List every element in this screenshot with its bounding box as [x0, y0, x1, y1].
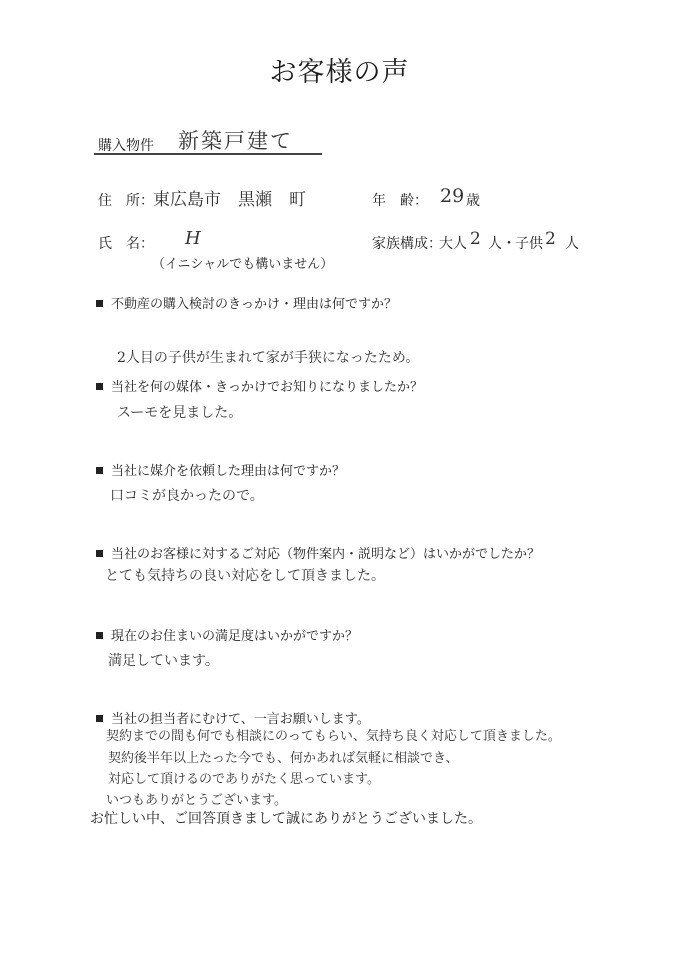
- bullet-square-icon: [96, 632, 103, 639]
- answer-1: 2人目の子供が生まれて家が手狭になったため。: [117, 350, 420, 366]
- message-line: 対応して頂けるのでありがたく思っています。: [108, 772, 380, 787]
- family-adult-unit: 人・: [488, 236, 516, 252]
- family-label: 家族構成：: [372, 236, 442, 252]
- question-3: 当社に媒介を依頼した理由は何ですか？: [96, 460, 345, 479]
- address-value: 東広島市 黒瀬 町: [153, 190, 306, 210]
- bullet-square-icon: [96, 550, 103, 557]
- closing-message: お忙しい中、ご回答頂きまして誠にありがとうございました。: [90, 811, 482, 827]
- age-value: 29: [440, 185, 465, 207]
- answer-2: スーモを見ました。: [117, 405, 243, 421]
- bullet-square-icon: [96, 467, 103, 474]
- question-4: 当社のお客様に対するご対応（物件案内・説明など）はいかがでしたか？: [96, 543, 540, 562]
- question-6: 当社の担当者にむけて、一言お願いします。: [96, 708, 370, 727]
- name-value: H: [185, 228, 201, 249]
- answer-3: 口コミが良かったので。: [110, 488, 264, 504]
- age-label: 年 齢：: [372, 193, 428, 209]
- bullet-square-icon: [96, 300, 103, 307]
- question-1: 不動産の購入検討のきっかけ・理由は何ですか？: [96, 293, 397, 312]
- answer-4: とても気持ちの良い対応をして頂きました。: [105, 568, 385, 584]
- message-line: 契約までの間も何でも相談にのってもらい、気持ち良く対応して頂きました。: [106, 729, 561, 744]
- family-child-unit: 人: [565, 236, 579, 252]
- question-2: 当社を何の媒体・きっかけでお知りになりましたか？: [96, 376, 423, 395]
- family-adult-label: 大人: [439, 236, 467, 252]
- name-note: （イニシャルでも構いません）: [152, 257, 334, 272]
- property-value: 新築戸建て: [178, 129, 293, 153]
- property-underline: [94, 153, 322, 155]
- answer-5: 満足しています。: [108, 653, 219, 669]
- bullet-square-icon: [96, 715, 103, 722]
- message-line: 契約後半年以上たった今でも、何かあれば気軽に相談でき、: [108, 751, 459, 766]
- question-5: 現在のお住まいの満足度はいかがですか？: [96, 625, 358, 644]
- property-label: 購入物件: [98, 138, 154, 154]
- address-label: 住 所：: [98, 193, 154, 209]
- name-label: 氏 名：: [98, 236, 154, 252]
- page-title: お客様の声: [269, 57, 410, 88]
- bullet-square-icon: [96, 383, 103, 390]
- message-line: いつもありがとうございます。: [106, 793, 287, 808]
- age-unit: 歳: [466, 193, 480, 209]
- family-child-label: 子供: [515, 236, 543, 252]
- family-child-value: 2: [545, 229, 556, 249]
- family-adult-value: 2: [470, 229, 481, 249]
